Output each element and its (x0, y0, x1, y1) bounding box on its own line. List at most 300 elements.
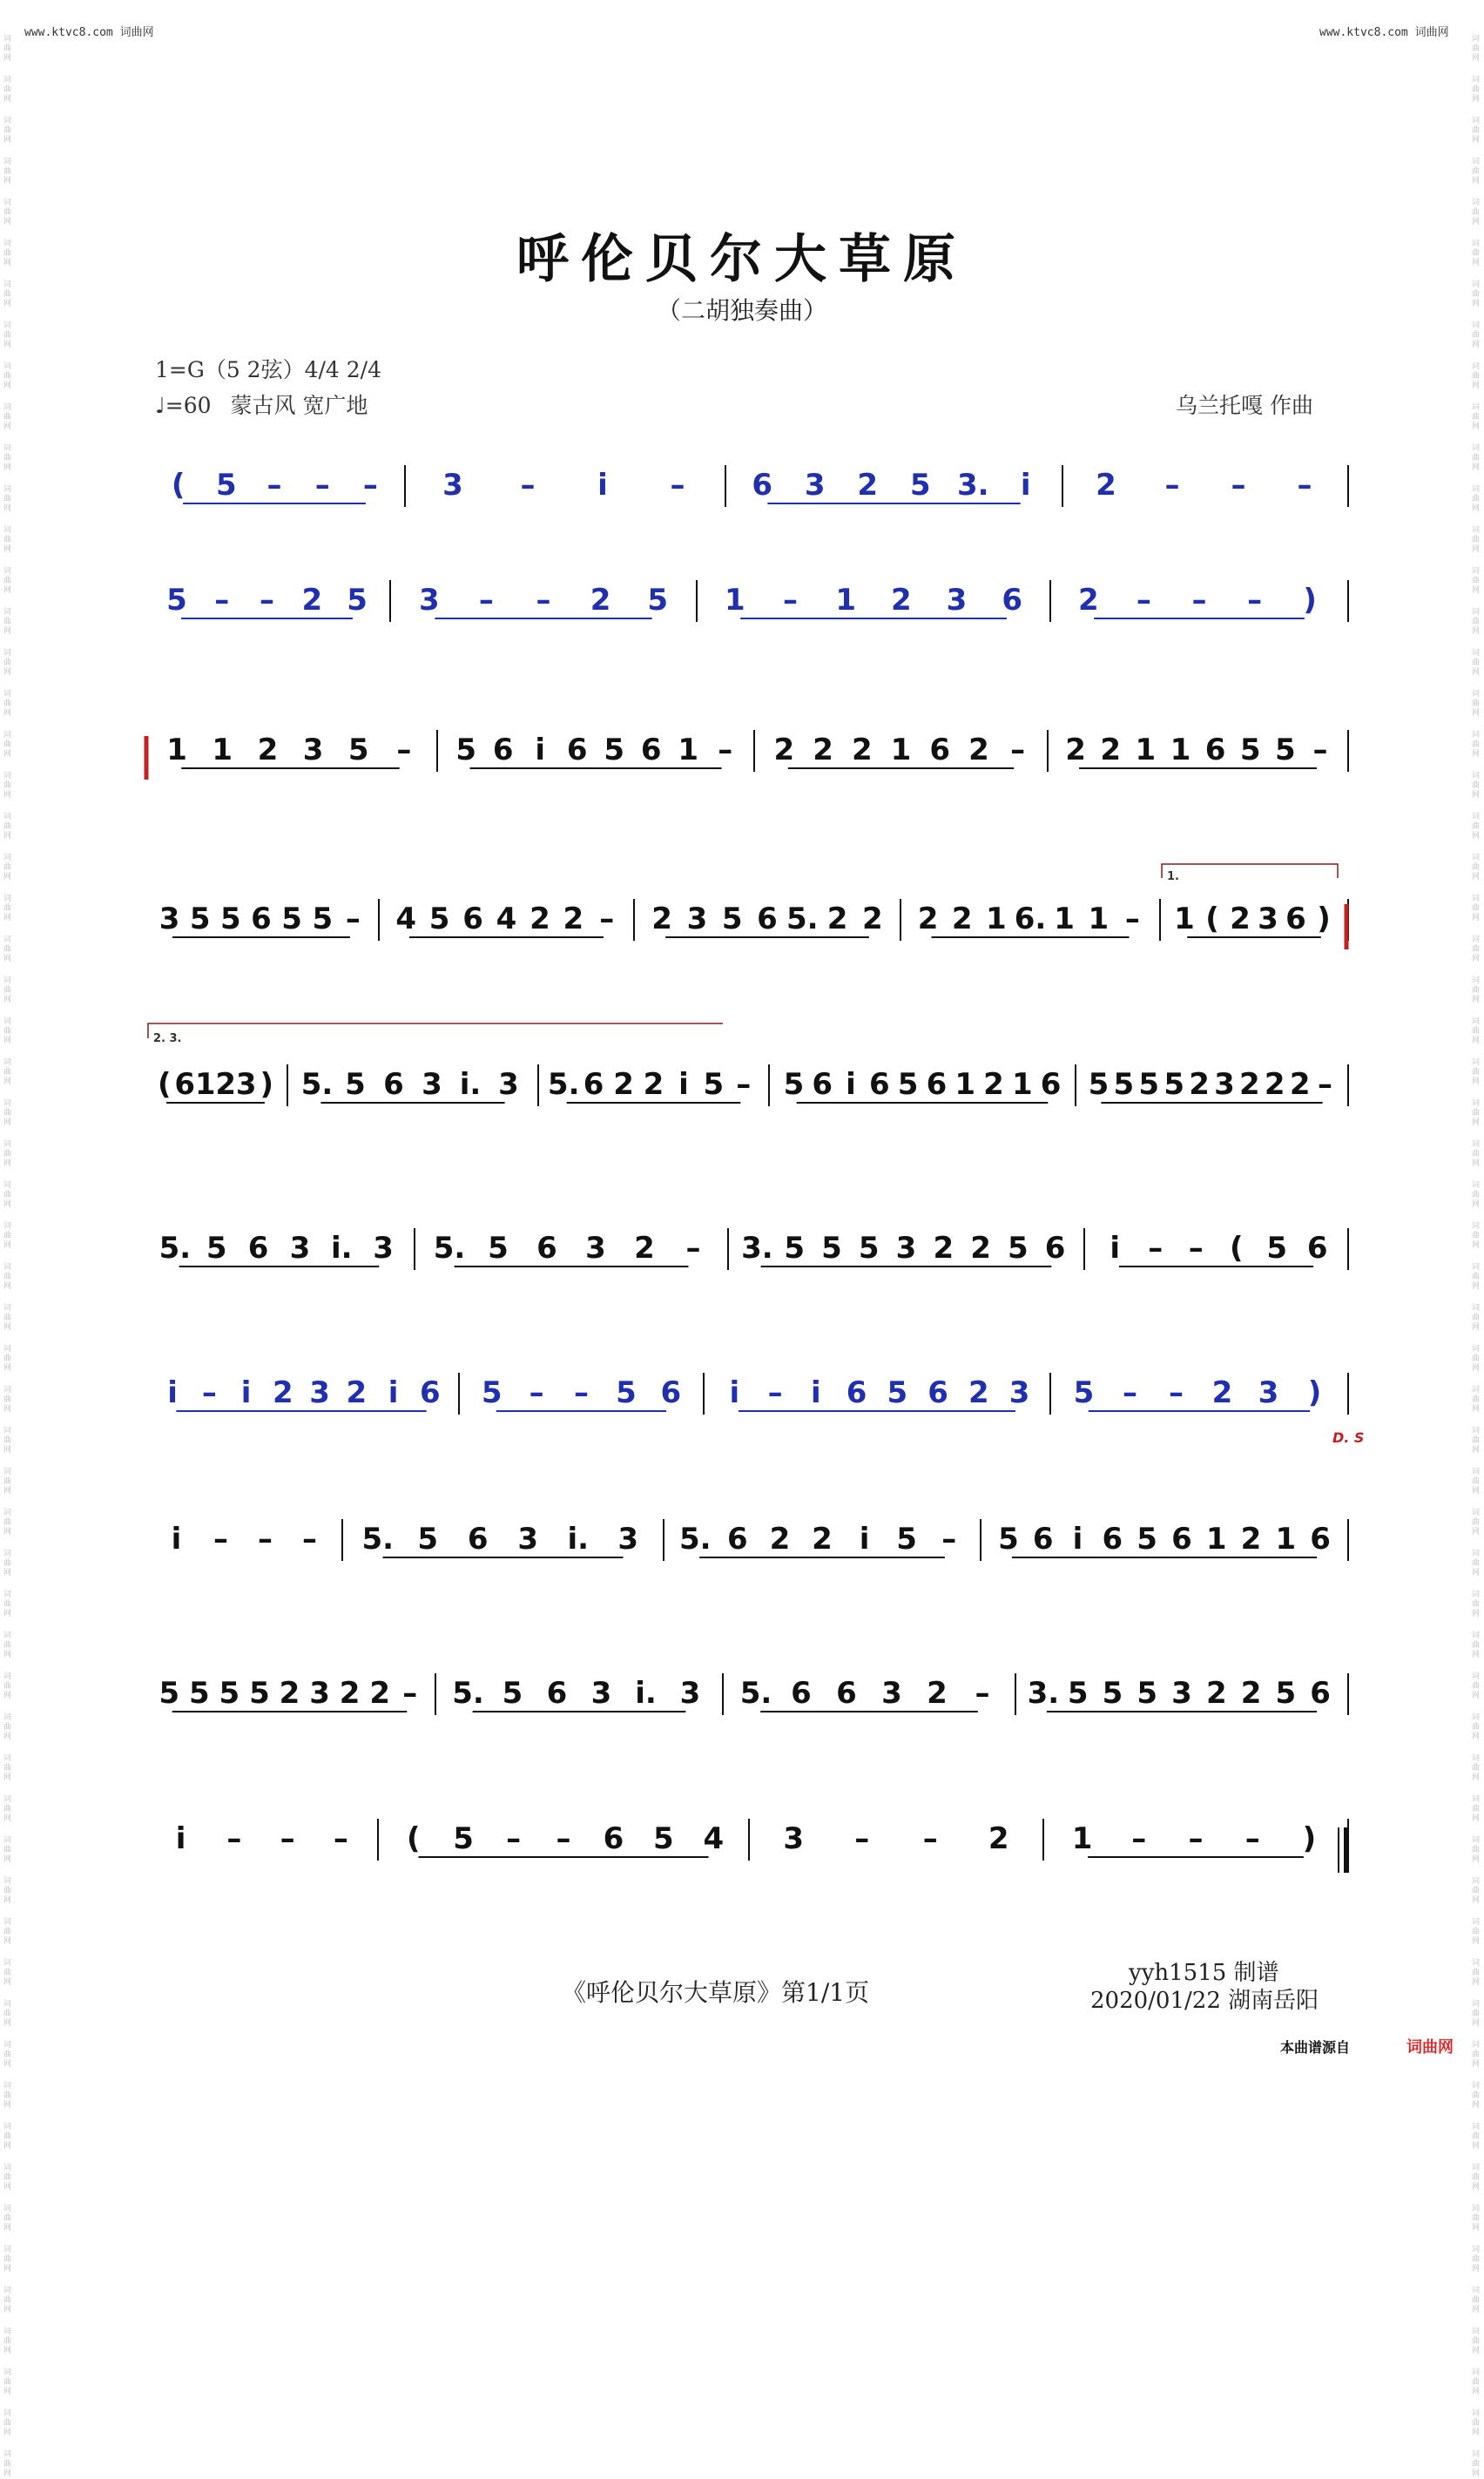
side-watermark-text: 词曲网 (3, 1918, 12, 1946)
note: 1 (1135, 733, 1157, 767)
note: 5. (786, 902, 819, 936)
note: 5. (739, 1676, 772, 1711)
note: 1 (1205, 1522, 1227, 1557)
note: 5 (721, 902, 743, 936)
note: 5 (1007, 1231, 1029, 1266)
side-watermark-text: 词曲网 (3, 1713, 12, 1741)
side-watermark-text: 词曲网 (1472, 1058, 1481, 1086)
note: 2 (215, 1067, 237, 1102)
note: 1 (1170, 733, 1191, 767)
side-watermark-text: 词曲网 (1472, 1345, 1481, 1373)
note: – (226, 1821, 242, 1856)
note: 6 (1310, 1676, 1331, 1711)
note: – (201, 1375, 217, 1410)
watermark-right: www.ktvc8.com 词曲网 (1319, 26, 1449, 39)
side-watermark-text: 词曲网 (1472, 2205, 1481, 2232)
note: 2 (634, 1231, 655, 1266)
note: 3 (804, 468, 826, 503)
note: 1 (1011, 1067, 1033, 1102)
note: – (1318, 1067, 1333, 1102)
note: – (362, 468, 378, 503)
ending-bracket-second (148, 1023, 723, 1038)
side-watermark-text: 词曲网 (3, 1345, 12, 1373)
note: 2 (968, 733, 989, 767)
note: ) (1302, 1821, 1317, 1856)
side-watermark-text: 词曲网 (3, 444, 12, 472)
note: 6 (846, 1375, 867, 1410)
note: 2 (301, 583, 323, 618)
side-watermark-text: 词曲网 (3, 1550, 12, 1577)
side-watermark-text: 词曲网 (3, 1877, 12, 1905)
side-watermark-text: 词曲网 (3, 76, 12, 104)
note: – (1148, 1231, 1164, 1266)
note: 1 (1054, 902, 1075, 936)
note: 4 (703, 1821, 725, 1856)
note: i (1072, 1522, 1083, 1557)
note: 5. (433, 1231, 466, 1266)
note: 5 (1137, 1522, 1157, 1557)
ending-bracket-first (1162, 864, 1338, 878)
side-watermark-text: 词曲网 (1472, 1795, 1481, 1823)
note: 3 (235, 1067, 257, 1102)
note: 1 (1088, 902, 1110, 936)
note: 3. (741, 1231, 773, 1266)
side-watermark-text: 词曲网 (1472, 2082, 1481, 2110)
side-watermark-text: 词曲网 (1472, 854, 1481, 881)
side-watermark-text: 词曲网 (1472, 1959, 1481, 1987)
note: 1 (166, 733, 187, 767)
note: – (345, 902, 361, 936)
side-watermark-text: 词曲网 (3, 2205, 12, 2232)
side-watermark-text: 词曲网 (3, 2082, 12, 2110)
style-marking: 蒙古风 宽广地 (230, 393, 368, 418)
note: 6 (1306, 1231, 1328, 1266)
note: 6 (492, 733, 514, 767)
side-watermark-text: 词曲网 (1472, 2286, 1481, 2314)
note: – (783, 583, 798, 618)
note: 6 (536, 1231, 557, 1266)
side-watermark-text: 词曲网 (3, 1631, 12, 1659)
side-watermark-text: 词曲网 (1472, 936, 1481, 963)
note: i (167, 1375, 178, 1410)
note: i. (459, 1067, 482, 1102)
side-watermark-text: 词曲网 (3, 1263, 12, 1291)
note: 2 (988, 1821, 1009, 1856)
side-watermark-text: 词曲网 (3, 1427, 12, 1455)
side-watermark-text: 词曲网 (3, 854, 12, 881)
side-watermark-text: 词曲网 (1472, 1181, 1481, 1209)
side-watermark-text: 词曲网 (1472, 895, 1481, 922)
note: – (280, 1821, 295, 1856)
note: 3 (946, 583, 968, 618)
note: – (1188, 1821, 1204, 1856)
side-watermark-text: 词曲网 (1472, 1836, 1481, 1864)
side-watermark-text: 词曲网 (1472, 1631, 1481, 1659)
note: 6 (1171, 1522, 1192, 1557)
note: 3 (1008, 1375, 1030, 1410)
note: 6 (583, 1067, 604, 1102)
key-signature: 1=G（5 2弦）4/4 2/4 (155, 357, 381, 382)
side-watermark-text: 词曲网 (3, 117, 12, 145)
note: – (685, 1231, 701, 1266)
side-watermark-text: 词曲网 (1472, 690, 1481, 718)
note: 1 (890, 733, 912, 767)
side-watermark-text: 词曲网 (3, 199, 12, 226)
note: – (1124, 902, 1140, 936)
note: 4 (496, 902, 517, 936)
note: i (535, 733, 546, 767)
note: 6 (868, 1067, 890, 1102)
note: 6 (566, 733, 588, 767)
side-watermark-text: 词曲网 (3, 1836, 12, 1864)
note: – (1010, 733, 1026, 767)
side-watermark-text: 词曲网 (3, 2041, 12, 2069)
note: – (1164, 468, 1180, 503)
note: ( (157, 1067, 172, 1102)
note: 2 (773, 733, 795, 767)
note: – (670, 468, 685, 503)
note: 2 (1077, 583, 1099, 618)
side-watermark-text: 词曲网 (1472, 1427, 1481, 1455)
side-watermark-text: 词曲网 (3, 2000, 12, 2028)
note: 5 (347, 583, 368, 618)
side-watermark-text: 词曲网 (3, 1222, 12, 1250)
side-watermark-text: 词曲网 (1472, 444, 1481, 472)
note: – (260, 583, 274, 618)
note: – (478, 583, 494, 618)
note: i (678, 1067, 689, 1102)
note: 3 (1258, 1375, 1279, 1410)
note: 6 (1040, 1067, 1062, 1102)
note: 6 (928, 1375, 948, 1410)
side-watermark-text: 词曲网 (1472, 1754, 1481, 1782)
side-watermark-text: 词曲网 (1472, 321, 1481, 349)
note: – (506, 1821, 522, 1856)
note: 6 (420, 1375, 441, 1410)
side-watermark-text: 词曲网 (3, 2327, 12, 2355)
note: 2 (1096, 468, 1116, 503)
note: 5 (166, 583, 187, 618)
note: 2 (643, 1067, 664, 1102)
side-watermark-text: 词曲网 (1472, 2368, 1481, 2396)
note: – (1169, 1375, 1184, 1410)
note: – (1312, 733, 1328, 767)
side-watermark-text: 词曲网 (3, 1386, 12, 1414)
side-watermark-text: 词曲网 (1472, 240, 1481, 267)
side-watermark-text: 词曲网 (3, 1304, 12, 1332)
note: 2 (970, 1231, 991, 1266)
side-watermark-text: 词曲网 (3, 1058, 12, 1086)
footer-date: 2020/01/22 湖南岳阳 (1090, 1988, 1319, 2014)
footer-page: 《呼伦贝尔大草原》第1/1页 (562, 1978, 870, 2007)
note: 5 (1113, 1067, 1135, 1102)
note: 6 (1204, 733, 1226, 767)
side-watermark-text: 词曲网 (3, 1591, 12, 1618)
note: 5 (858, 1231, 880, 1266)
note: 2 (1230, 902, 1251, 936)
note: 3 (895, 1231, 917, 1266)
page-subtitle: （二胡独奏曲） (656, 296, 827, 325)
note: 2 (812, 1522, 833, 1557)
note: 2 (530, 902, 550, 936)
note: i (175, 1821, 186, 1856)
note: – (396, 733, 412, 767)
note: 3 (373, 1231, 394, 1266)
note: – (975, 1676, 990, 1711)
note: 5 (1274, 733, 1296, 767)
note: – (333, 1821, 348, 1856)
quarter-note-icon: ♩ (155, 393, 165, 418)
note: 5 (1164, 1067, 1184, 1102)
note: 1 (835, 583, 857, 618)
note: – (529, 1375, 544, 1410)
side-watermark-text: 词曲网 (1472, 2041, 1481, 2069)
side-watermark-text: 词曲网 (1472, 158, 1481, 186)
side-watermark-text: 词曲网 (1472, 2450, 1481, 2478)
note: 6 (1032, 1522, 1054, 1557)
side-watermark-text: 词曲网 (1472, 1713, 1481, 1741)
side-watermark-text: 词曲网 (1472, 1304, 1481, 1332)
note: 1 (986, 902, 1007, 936)
side-watermark-text: 词曲网 (3, 2164, 12, 2192)
note: 5 (1275, 1676, 1297, 1711)
note: 5 (703, 1067, 725, 1102)
side-watermark-text: 词曲网 (1472, 2246, 1481, 2273)
note: 5 (455, 733, 477, 767)
note: 6 (546, 1676, 568, 1711)
composer: 乌兰托嘎 作曲 (1176, 393, 1313, 418)
side-watermark-text: 词曲网 (3, 526, 12, 554)
side-watermark-text: 词曲网 (3, 1959, 12, 1987)
note: – (536, 583, 551, 618)
note: 5 (281, 902, 302, 936)
side-watermark-text: 词曲网 (3, 649, 12, 677)
note: i (171, 1522, 182, 1557)
note: 2 (590, 583, 611, 618)
side-watermark-text: 词曲网 (3, 1017, 12, 1045)
ending-label-second: 2. 3. (153, 1032, 182, 1045)
side-watermark-text: 词曲网 (3, 2286, 12, 2314)
note: 5 (453, 1821, 474, 1856)
note: 3 (679, 1676, 701, 1711)
note: ( (1229, 1231, 1244, 1266)
note: 6 (791, 1676, 812, 1711)
note: i (240, 1375, 252, 1410)
note: 6 (757, 902, 778, 936)
note: 1 (724, 583, 745, 618)
note: – (556, 1821, 571, 1856)
side-watermark-text: 词曲网 (3, 1509, 12, 1537)
note: 1 (954, 1067, 976, 1102)
note: 5 (488, 1231, 509, 1266)
note: 3 (289, 1231, 311, 1266)
note: 2 (951, 902, 973, 936)
note: 2 (851, 733, 873, 767)
side-watermark-text: 词曲网 (1472, 1140, 1481, 1168)
note: 2 (257, 733, 279, 767)
note: ) (1303, 583, 1317, 618)
side-watermark-text: 词曲网 (1472, 485, 1481, 513)
note: 2 (613, 1067, 634, 1102)
note: i (729, 1375, 740, 1410)
side-watermark-text: 词曲网 (1472, 1672, 1481, 1700)
note: 2 (273, 1375, 293, 1410)
side-watermark-text: 词曲网 (1472, 1263, 1481, 1291)
side-watermark-text: 词曲网 (1472, 2164, 1481, 2192)
note: 5 (784, 1231, 806, 1266)
note: 3 (418, 583, 440, 618)
note: 2 (1239, 1067, 1260, 1102)
note: 2 (1211, 1375, 1233, 1410)
note: – (402, 1676, 418, 1711)
note: 6 (383, 1067, 404, 1102)
side-watermark-text: 词曲网 (3, 567, 12, 595)
note: 2 (917, 902, 939, 936)
note: 4 (395, 902, 417, 936)
note: 5 (159, 1676, 180, 1711)
note: 2 (1100, 733, 1122, 767)
note: 6 (1285, 902, 1306, 936)
note: 5 (896, 1522, 917, 1557)
side-watermark-text: 词曲网 (1472, 2000, 1481, 2028)
note: 2 (1240, 1676, 1262, 1711)
note: 3. (956, 468, 989, 503)
note: – (1123, 1375, 1137, 1410)
note: 2 (968, 1375, 989, 1410)
side-watermark-text: 词曲网 (1472, 2123, 1481, 2151)
note: 5 (1266, 1231, 1288, 1266)
note: 2 (1189, 1067, 1210, 1102)
note: 6 (812, 1067, 833, 1102)
side-watermark-text: 词曲网 (3, 1672, 12, 1700)
side-watermark-text: 词曲网 (3, 2246, 12, 2273)
note: 5 (1138, 1067, 1160, 1102)
note: 3 (159, 902, 180, 936)
note: – (1131, 1821, 1147, 1856)
side-watermark-text: 词曲网 (1472, 35, 1481, 63)
note: i (811, 1375, 821, 1410)
note: 6 (836, 1676, 857, 1711)
side-watermark-text: 词曲网 (1472, 1099, 1481, 1127)
note: 5 (887, 1375, 908, 1410)
side-watermark-text: 词曲网 (3, 895, 12, 922)
note: 5 (481, 1375, 503, 1410)
note: 2 (1065, 733, 1086, 767)
side-watermark-text: 词曲网 (3, 403, 12, 431)
note: i (597, 468, 608, 503)
note: 5 (502, 1676, 523, 1711)
note: i (388, 1375, 399, 1410)
note: 6 (174, 1067, 196, 1102)
side-watermark-text: 词曲网 (1472, 608, 1481, 636)
note: 5 (604, 733, 625, 767)
note: 3 (498, 1067, 519, 1102)
side-watermark-text: 词曲网 (3, 485, 12, 513)
tempo-value: =60 (165, 393, 212, 418)
note: 6 (247, 1231, 269, 1266)
note: 3 (617, 1522, 639, 1557)
side-watermark-text: 词曲网 (3, 240, 12, 267)
note: 5. (452, 1676, 484, 1711)
note: – (1231, 468, 1246, 503)
note: 3. (1027, 1676, 1060, 1711)
note: i. (635, 1676, 657, 1711)
note: – (314, 468, 330, 503)
note: 5 (345, 1067, 366, 1102)
note: – (302, 1522, 317, 1557)
note: 6 (926, 1067, 948, 1102)
note: 5 (219, 1676, 240, 1711)
note: 5 (897, 1067, 919, 1102)
side-watermark-text: 词曲网 (3, 608, 12, 636)
note: 3 (881, 1676, 902, 1711)
note: 5 (616, 1375, 637, 1410)
note: 2 (651, 902, 672, 936)
brand-source: 本曲谱源自 (1280, 2039, 1351, 2056)
note: 3 (309, 1676, 330, 1711)
side-watermark-text: 词曲网 (1472, 649, 1481, 677)
note: 3 (590, 1676, 612, 1711)
note: 5. (159, 1231, 192, 1266)
note: 6 (752, 468, 773, 503)
side-watermark-text: 词曲网 (1472, 526, 1481, 554)
side-watermark-text: 词曲网 (1472, 976, 1481, 1004)
note: i (846, 1067, 856, 1102)
note: – (599, 902, 615, 936)
note: i (1110, 1231, 1121, 1266)
note: ) (260, 1067, 274, 1102)
note: 3 (422, 1067, 442, 1102)
note: i. (567, 1522, 590, 1557)
note: 2 (857, 468, 879, 503)
side-watermark-text: 词曲网 (1472, 1877, 1481, 1905)
note: – (1188, 1231, 1204, 1266)
note: 5 (206, 1231, 227, 1266)
note: 3 (1214, 1067, 1235, 1102)
note: 1 (678, 733, 699, 767)
note: 2 (1240, 1522, 1262, 1557)
side-watermark-text: 词曲网 (3, 158, 12, 186)
note: i (859, 1522, 870, 1557)
note: – (258, 1522, 273, 1557)
note: 5 (215, 468, 237, 503)
note: – (1297, 468, 1312, 503)
side-watermark-text: 词曲网 (1472, 1550, 1481, 1577)
note: 5 (647, 583, 669, 618)
note: i (1020, 468, 1031, 503)
side-watermark-text: 词曲网 (3, 1099, 12, 1127)
side-watermark-text: 词曲网 (3, 362, 12, 390)
note: – (854, 1821, 870, 1856)
note: ) (1307, 1375, 1322, 1410)
note: – (922, 1821, 938, 1856)
note: – (1247, 583, 1263, 618)
note: 5 (188, 1676, 210, 1711)
note: 5 (347, 733, 369, 767)
footer-maker: yyh1515 制谱 (1129, 1960, 1279, 1986)
side-watermark-text: 词曲网 (3, 772, 12, 800)
side-watermark-text: 词曲网 (3, 976, 12, 1004)
watermark-left: www.ktvc8.com 词曲网 (24, 26, 154, 39)
note: 6 (929, 733, 951, 767)
side-watermark-text: 词曲网 (3, 731, 12, 759)
side-watermark-text: 词曲网 (3, 936, 12, 963)
page-title: 呼伦贝尔大草原 (516, 229, 968, 290)
note: 3 (1258, 902, 1278, 936)
side-watermark-text: 词曲网 (1472, 76, 1481, 104)
side-watermark-text: 词曲网 (3, 1795, 12, 1823)
side-watermark-text: 词曲网 (1472, 1468, 1481, 1496)
